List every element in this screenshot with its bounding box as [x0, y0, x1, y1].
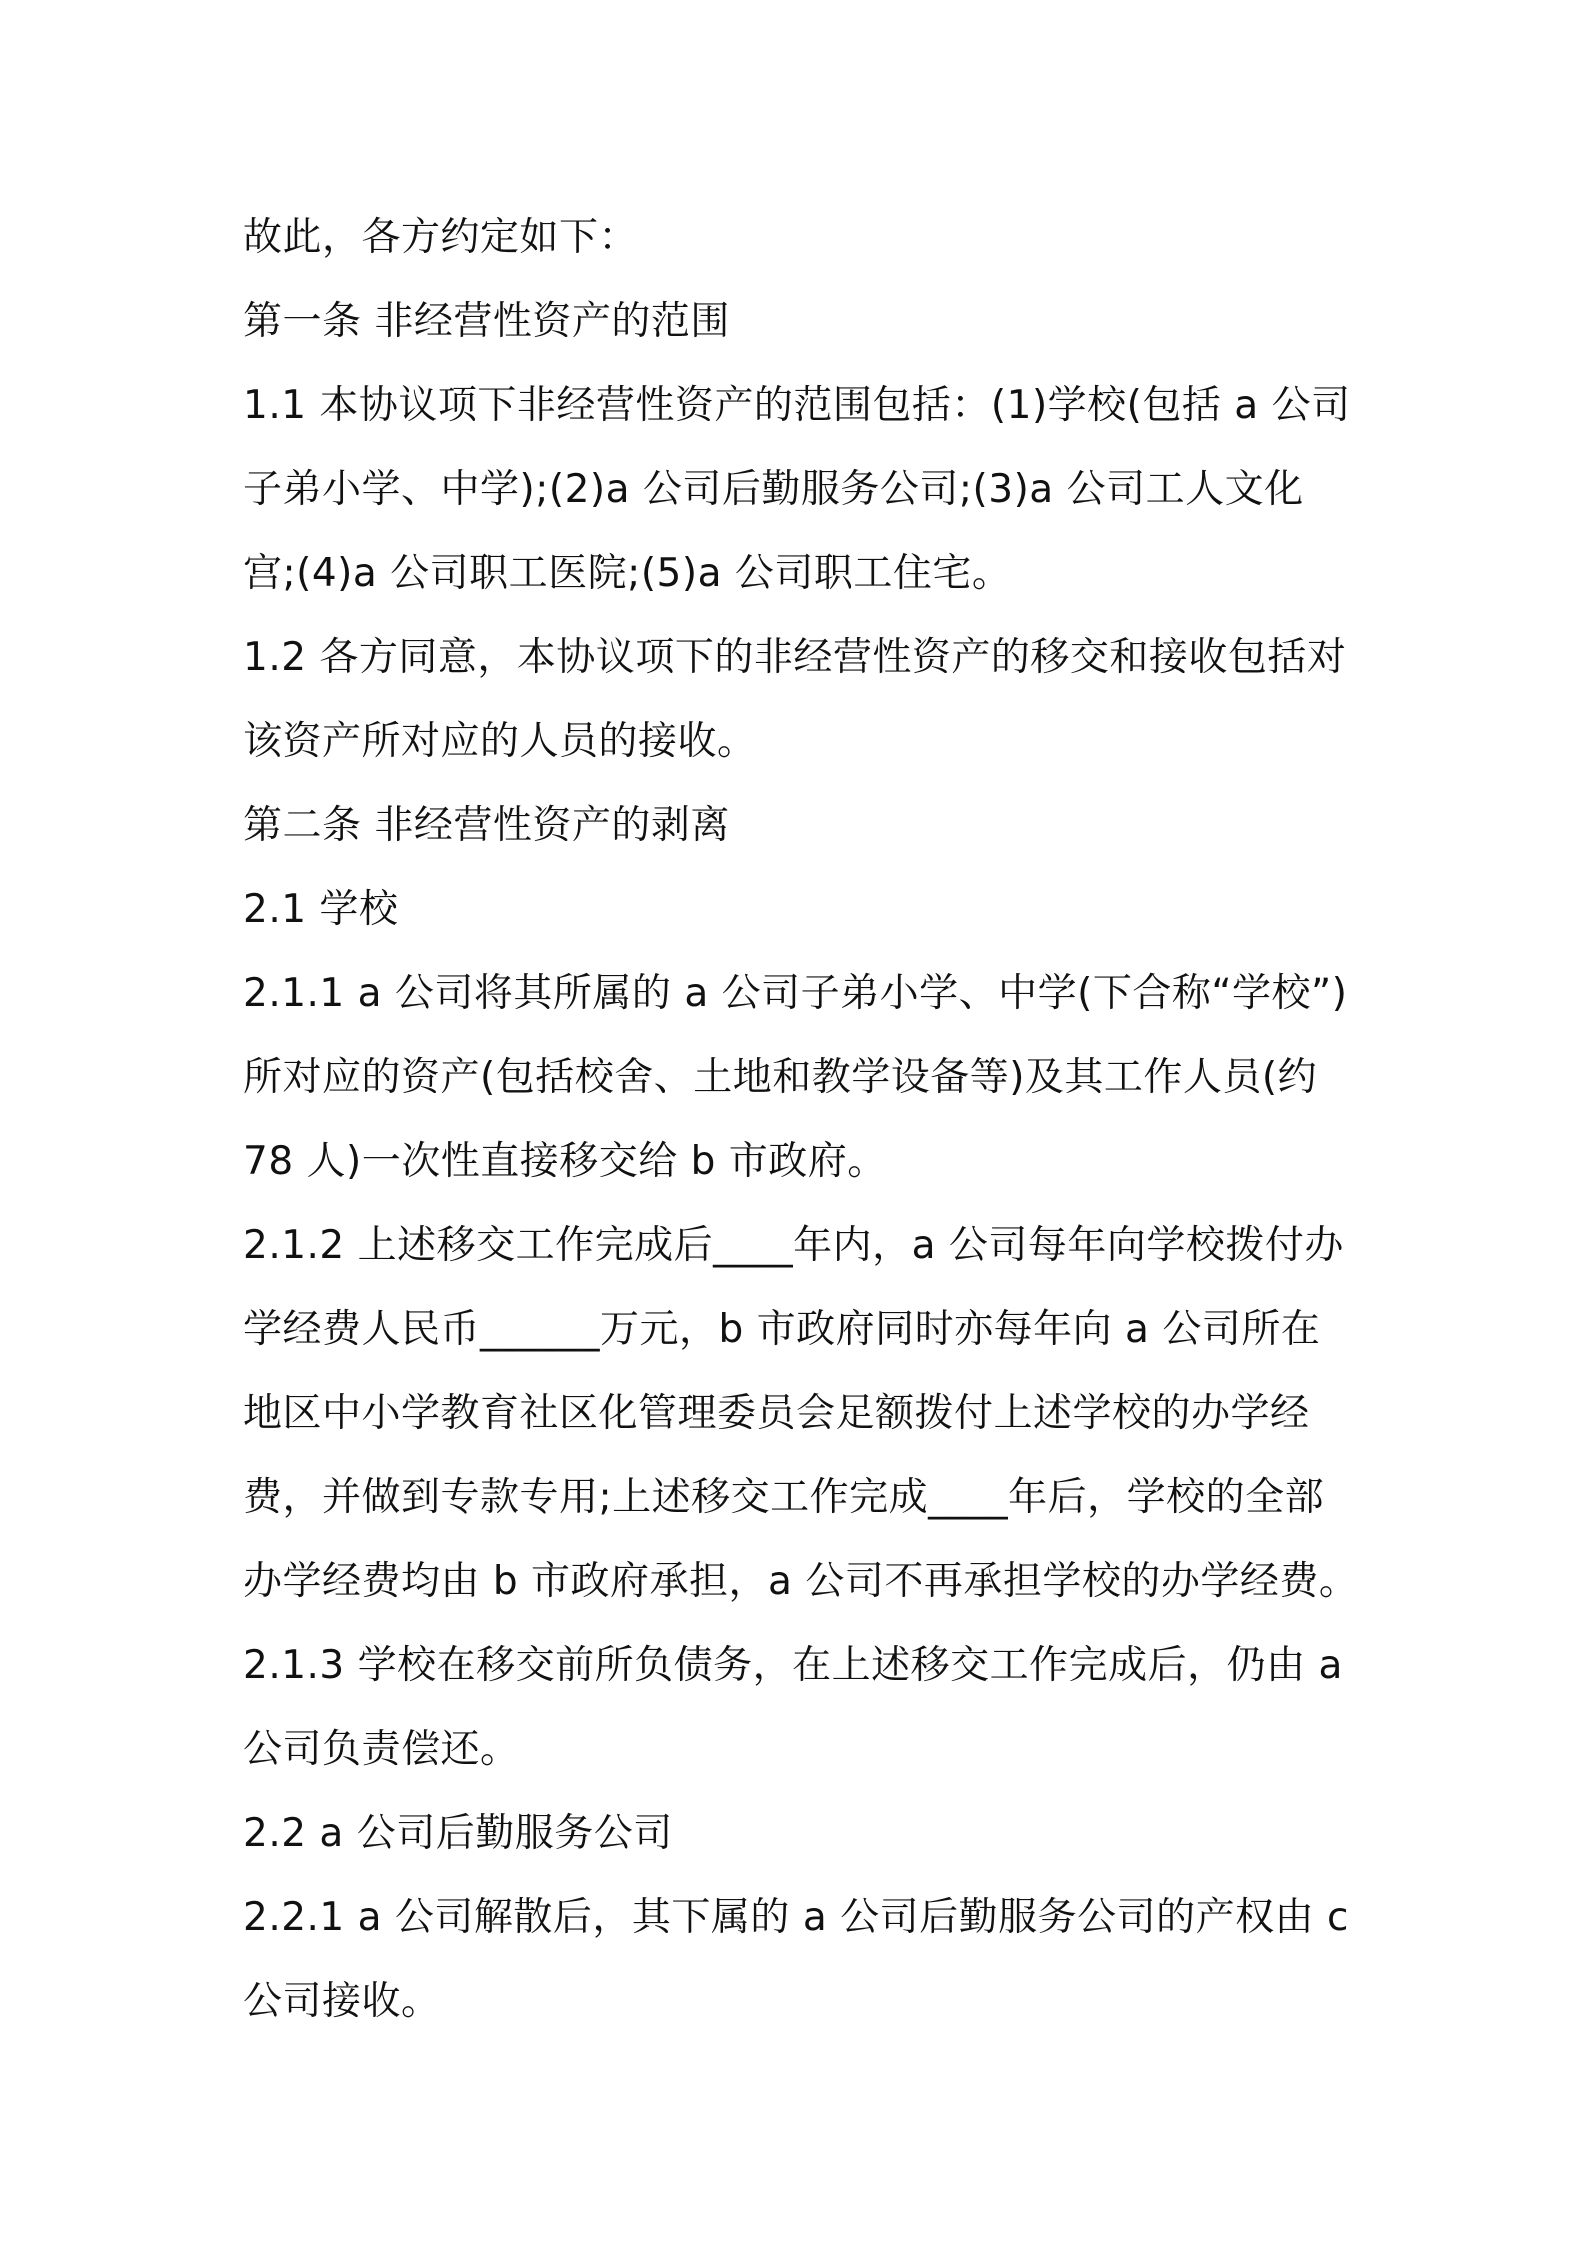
- section-heading: 第一条 非经营性资产的范围: [243, 299, 730, 344]
- text-line: 宫;(4)a 公司职工医院;(5)a 公司职工住宅。: [243, 551, 1012, 596]
- text-line: 78 人)一次性直接移交给 b 市政府。: [243, 1139, 887, 1184]
- text-line: 子弟小学、中学);(2)a 公司后勤服务公司;(3)a 公司工人文化: [243, 467, 1304, 512]
- subsection-heading: 2.2 a 公司后勤服务公司: [243, 1811, 673, 1856]
- document-body: [243, 196, 1359, 2044]
- text-line: 2.1.3 学校在移交前所负债务，在上述移交工作完成后，仍由 a: [243, 1643, 1343, 1688]
- text-line: 2.2.1 a 公司解散后，其下属的 a 公司后勤服务公司的产权由 c: [243, 1895, 1349, 1940]
- text-line: 办学经费均由 b 市政府承担，a 公司不再承担学校的办学经费。: [243, 1559, 1359, 1604]
- text-line: 费，并做到专款专用;上述移交工作完成____年后，学校的全部: [243, 1475, 1325, 1520]
- text-line: 该资产所对应的人员的接收。: [243, 719, 757, 764]
- text-line: 公司负责偿还。: [243, 1727, 520, 1772]
- text-line: 1.2 各方同意，本协议项下的非经营性资产的移交和接收包括对: [243, 635, 1347, 680]
- text-line: 2.1.1 a 公司将其所属的 a 公司子弟小学、中学(下合称“学校”): [243, 971, 1348, 1016]
- text-line: 所对应的资产(包括校舍、土地和教学设备等)及其工作人员(约: [243, 1055, 1318, 1100]
- text-line: 公司接收。: [243, 1979, 441, 2024]
- text-line: 1.1 本协议项下非经营性资产的范围包括：(1)学校(包括 a 公司: [243, 383, 1351, 428]
- text-line: 地区中小学教育社区化管理委员会足额拨付上述学校的办学经: [243, 1391, 1310, 1436]
- text-line: 2.1.2 上述移交工作完成后____年内，a 公司每年向学校拨付办: [243, 1223, 1344, 1268]
- section-heading: 第二条 非经营性资产的剥离: [243, 803, 730, 848]
- subsection-heading: 2.1 学校: [243, 887, 399, 932]
- text-line: 学经费人民币______万元，b 市政府同时亦每年向 a 公司所在: [243, 1307, 1321, 1352]
- text-line: 故此，各方约定如下：: [243, 215, 639, 260]
